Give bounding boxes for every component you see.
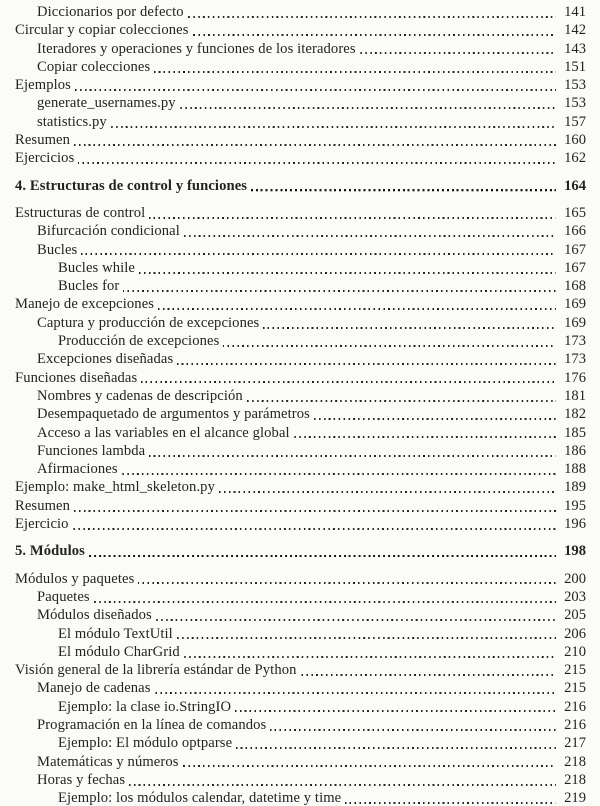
dotted-leader [129,784,556,786]
toc-entry-label: Bucles for [58,278,120,295]
dotted-leader [193,34,557,36]
toc-entry-label: El módulo TextUtil [58,625,173,642]
dotted-leader [223,345,556,347]
dotted-leader [247,400,556,402]
toc-entry-page: 218 [564,753,586,770]
toc-entry-row [15,3,586,21]
toc-entry-label: Bucles while [58,259,135,276]
toc-entry-row [15,734,586,752]
toc-entry-page: 186 [564,442,586,459]
dotted-leader [74,510,556,512]
toc-entry-row [15,570,586,588]
toc-entry-row [15,424,586,442]
toc-entry-page: 153 [564,77,586,94]
toc-entry-row [15,131,586,149]
toc-entry-label: Bifurcación condicional [37,223,180,240]
toc-entry-row [15,643,586,661]
dotted-leader [184,656,556,658]
dotted-leader [360,52,556,54]
toc-entry-label: Ejemplo: la clase io.StringIO [58,698,232,715]
dotted-leader [219,491,556,493]
toc-entry-label: Módulos y paquetes [15,570,135,587]
dotted-leader [177,363,556,365]
toc-entry-label: Bucles [37,241,78,258]
toc-entry-page: 200 [564,570,586,587]
toc-entry-page: 173 [564,333,586,350]
dotted-leader [123,290,556,292]
toc-entry-page: 168 [564,278,586,295]
dotted-leader [149,455,556,457]
toc-entry-row [15,460,586,478]
toc-entry-row [15,369,586,387]
toc-entry-row [15,332,586,350]
toc-entry-row [15,241,586,259]
dotted-leader [263,327,556,329]
dotted-leader [270,729,556,731]
toc-entry-row [15,295,586,313]
toc-entry-page: 162 [564,150,586,167]
toc-entry-row [15,40,586,58]
toc-entry-page: 205 [564,607,586,624]
toc-entry-page: 206 [564,625,586,642]
toc-entry-row [15,222,586,240]
toc-entry-label: Ejemplo: make_html_skeleton.py [15,479,215,496]
dotted-leader [188,16,556,18]
toc-entry-page: 215 [564,680,586,697]
toc-entry-label: El módulo CharGrid [58,643,180,660]
dotted-leader [235,710,556,712]
toc-entry-label: generate_usernames.py [37,95,176,112]
toc-entry-row [15,542,586,560]
dotted-leader [183,765,556,767]
toc-entry-label: Circular y copiar colecciones [15,22,189,39]
dotted-leader [149,217,556,219]
toc-entry-label: Afirmaciones [37,461,118,478]
toc-entry-label: Resumen [15,497,71,514]
dotted-leader [314,418,556,420]
dotted-leader [154,71,556,73]
toc-entry-page: 167 [564,241,586,258]
toc-entry-label: 4. Estructuras de control y funciones [15,177,248,194]
toc-entry-row [15,716,586,734]
toc-entry-page: 176 [564,369,586,386]
toc-entry-row [15,149,586,167]
toc-entry-label: Ejercicios [15,150,75,167]
toc-entry-label: Iteradores y operaciones y funciones de los iteradores [37,40,356,57]
dotted-leader [158,308,556,310]
toc-entry-page: 215 [564,662,586,679]
toc-entry-page: 164 [564,177,586,194]
toc-entry-page: 173 [564,351,586,368]
toc-entry-row [15,76,586,94]
toc-entry-row [15,478,586,496]
toc-entry-page: 169 [564,296,586,313]
toc-entry-label: Programación en la línea de comandos [37,716,267,733]
toc-entry-page: 151 [564,58,586,75]
dotted-leader [74,144,556,146]
toc-entry-row [15,177,586,195]
toc-entry-row [15,771,586,789]
dotted-leader [89,555,556,557]
toc-entry-page: 157 [564,113,586,130]
dotted-leader [236,747,556,749]
dotted-leader [345,802,556,804]
toc-entry-page: 219 [564,790,586,806]
toc-entry-label: Ejemplos [15,77,71,94]
toc-entry-row [15,94,586,112]
toc-entry-page: 189 [564,479,586,496]
toc-entry-label: Captura y producción de excepciones [37,314,260,331]
toc-entry-label: Paquetes [37,588,90,605]
toc-entry-label: Módulos diseñados [37,607,152,624]
toc-entry-row [15,515,586,533]
dotted-leader [111,126,556,128]
toc-entry-row [15,277,586,295]
toc-entry-label: Manejo de cadenas [37,680,151,697]
toc-entry-page: 141 [564,4,586,20]
toc-entry-row [15,789,586,806]
toc-entry-row [15,679,586,697]
toc-entry-page: 195 [564,497,586,514]
toc-entry-label: statistics.py [37,113,107,130]
toc-entry-row [15,442,586,460]
dotted-leader [138,582,556,584]
toc-entry-label: Funciones diseñadas [15,369,138,386]
toc-entry-page: 196 [564,516,586,533]
toc-entry-label: Nombres y cadenas de descripción [37,387,243,404]
dotted-leader [78,162,556,164]
toc-entry-label: Manejo de excepciones [15,296,155,313]
toc-entry-page: 169 [564,314,586,331]
toc-entry-row [15,204,586,222]
dotted-leader [94,601,556,603]
toc-entry-label: Excepciones diseñadas [37,351,174,368]
toc-entry-row [15,405,586,423]
dotted-leader [294,436,556,438]
toc-entry-row [15,350,586,368]
toc-entry-page: 142 [564,22,586,39]
toc-entry-row [15,314,586,332]
toc-entry-page: 198 [564,543,586,560]
toc-entry-page: 165 [564,204,586,221]
toc-entry-row [15,497,586,515]
toc-entry-page: 160 [564,132,586,149]
toc-entry-page: 166 [564,223,586,240]
toc-entry-page: 216 [564,698,586,715]
toc-entry-label: Acceso a las variables en el alcance global [37,424,290,441]
toc-entry-label: Visión general de la librería estándar de Python [15,662,297,679]
dotted-leader [141,381,556,383]
toc-entry-row [15,625,586,643]
toc-entry-label: Ejemplo: los módulos calendar, datetime y time [58,790,342,806]
dotted-leader [180,107,556,109]
toc-entry-label: Diccionarios por defecto [37,4,184,20]
toc-entry-label: Matemáticas y números [37,753,179,770]
toc-entry-page: 218 [564,771,586,788]
dotted-leader [155,692,556,694]
dotted-leader [73,528,556,530]
dotted-leader [301,674,556,676]
toc-entry-label: Horas y fechas [37,771,126,788]
dotted-leader [122,473,556,475]
toc-entry-page: 181 [564,387,586,404]
toc-entry-row [15,259,586,277]
toc-entry-row [15,606,586,624]
toc-entry-label: Copiar colecciones [37,58,151,75]
toc-entry-row [15,113,586,131]
toc-entry-row [15,387,586,405]
dotted-leader [139,272,556,274]
toc-entry-row [15,588,586,606]
toc-entry-row [15,21,586,39]
toc-entry-page: 203 [564,588,586,605]
toc-entry-label: Funciones lambda [37,442,146,459]
toc-entry-page: 143 [564,40,586,57]
toc-entry-page: 210 [564,643,586,660]
toc-entry-label: Producción de excepciones [58,333,220,350]
toc-entry-row [15,753,586,771]
dotted-leader [75,89,556,91]
toc-entry-label: Resumen [15,132,71,149]
toc-entry-row [15,698,586,716]
toc-entry-page: 153 [564,95,586,112]
toc-entry-page: 217 [564,735,586,752]
dotted-leader [251,189,556,191]
toc-entry-row [15,661,586,679]
toc-entry-page: 167 [564,259,586,276]
toc-entry-label: 5. Módulos [15,543,85,560]
toc-entry-page: 182 [564,406,586,423]
toc-entry-label: Ejemplo: El módulo optparse [58,735,233,752]
toc-entry-row [15,58,586,76]
toc-entry-label: Estructuras de control [15,204,146,221]
toc-entry-page: 216 [564,716,586,733]
dotted-leader [177,637,556,639]
dotted-leader [184,235,556,237]
toc-entry-label: Desempaquetado de argumentos y parámetros [37,406,310,423]
toc-entry-page: 188 [564,461,586,478]
dotted-leader [81,253,556,255]
toc-entry-page: 185 [564,424,586,441]
dotted-leader [156,619,556,621]
toc-entry-label: Ejercicio [15,516,69,533]
